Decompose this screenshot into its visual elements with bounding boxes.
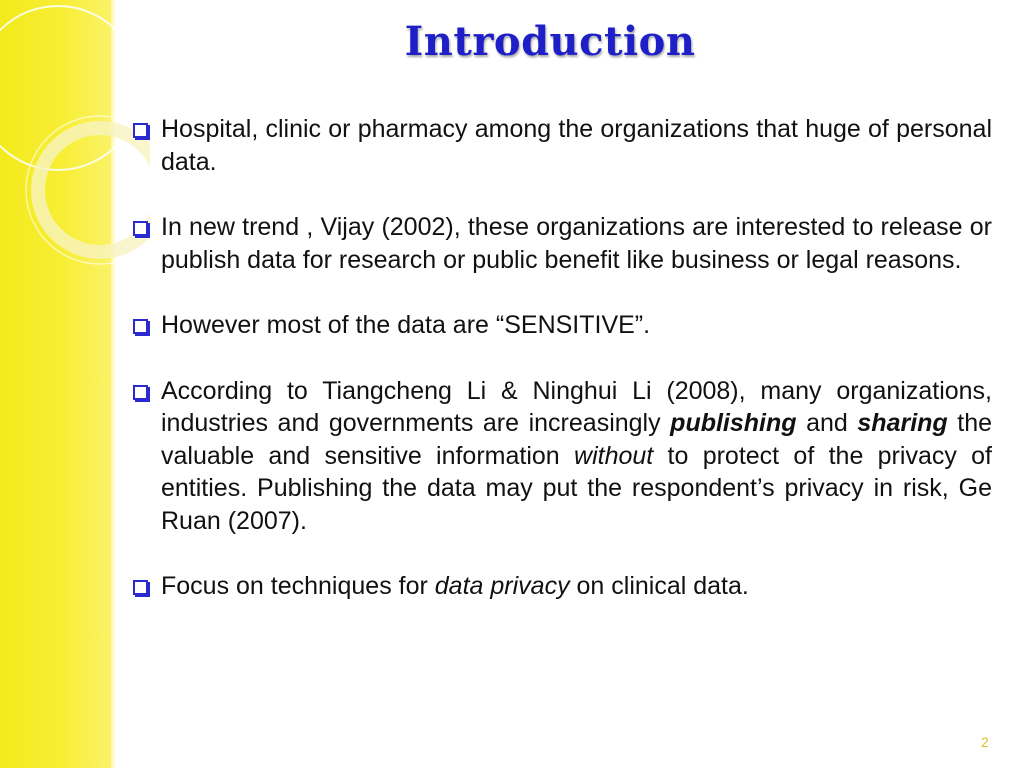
emphasis-data-privacy: data privacy: [434, 572, 570, 600]
checkbox-bullet-icon: [133, 221, 148, 236]
slide-title: Introduction: [404, 18, 696, 65]
checkbox-bullet-icon: [133, 123, 148, 138]
checkbox-bullet-icon: [133, 385, 148, 400]
bullet-text: In new trend , Vijay (2002), these organizations are interested to release or publish data for research or public benefit like business or legal reasons.: [161, 213, 992, 274]
emphasis-without: without: [574, 441, 654, 470]
bullet-text-part: and: [796, 409, 858, 437]
bullet-text-part: on clinical data.: [569, 572, 749, 600]
decorative-ring-large: [0, 6, 140, 170]
bullet-text-part: the valuable and sensitive information: [161, 409, 993, 470]
bullet-item: [132, 211, 992, 276]
bullet-item: [132, 309, 992, 342]
bullet-text: However most of the data are “SENSITIVE”.: [161, 311, 651, 339]
bullet-text-part: Focus on techniques for: [161, 572, 435, 600]
bullet-text-part: According to Tiangcheng Li & Ninghui Li (2008), many organizations, industries and governments are increasingly: [161, 376, 992, 437]
bullet-item: [132, 570, 992, 603]
bullet-item: [132, 113, 992, 178]
checkbox-bullet-icon: [133, 580, 148, 595]
page-number: 2: [981, 734, 989, 750]
emphasis-sharing: sharing: [857, 409, 948, 437]
emphasis-publishing: publishing: [670, 409, 797, 437]
bullet-item: [132, 375, 992, 538]
checkbox-bullet-icon: [133, 319, 148, 334]
decorative-rings: [0, 0, 150, 300]
bullet-text: Hospital, clinic or pharmacy among the organizations that huge of personal data.: [161, 115, 992, 176]
bullet-list: [132, 113, 992, 603]
bullet-text-part: to protect of the privacy of entities. Publishing the data may put the respondent’s privacy in risk, Ge Ruan (2007).: [161, 441, 993, 535]
